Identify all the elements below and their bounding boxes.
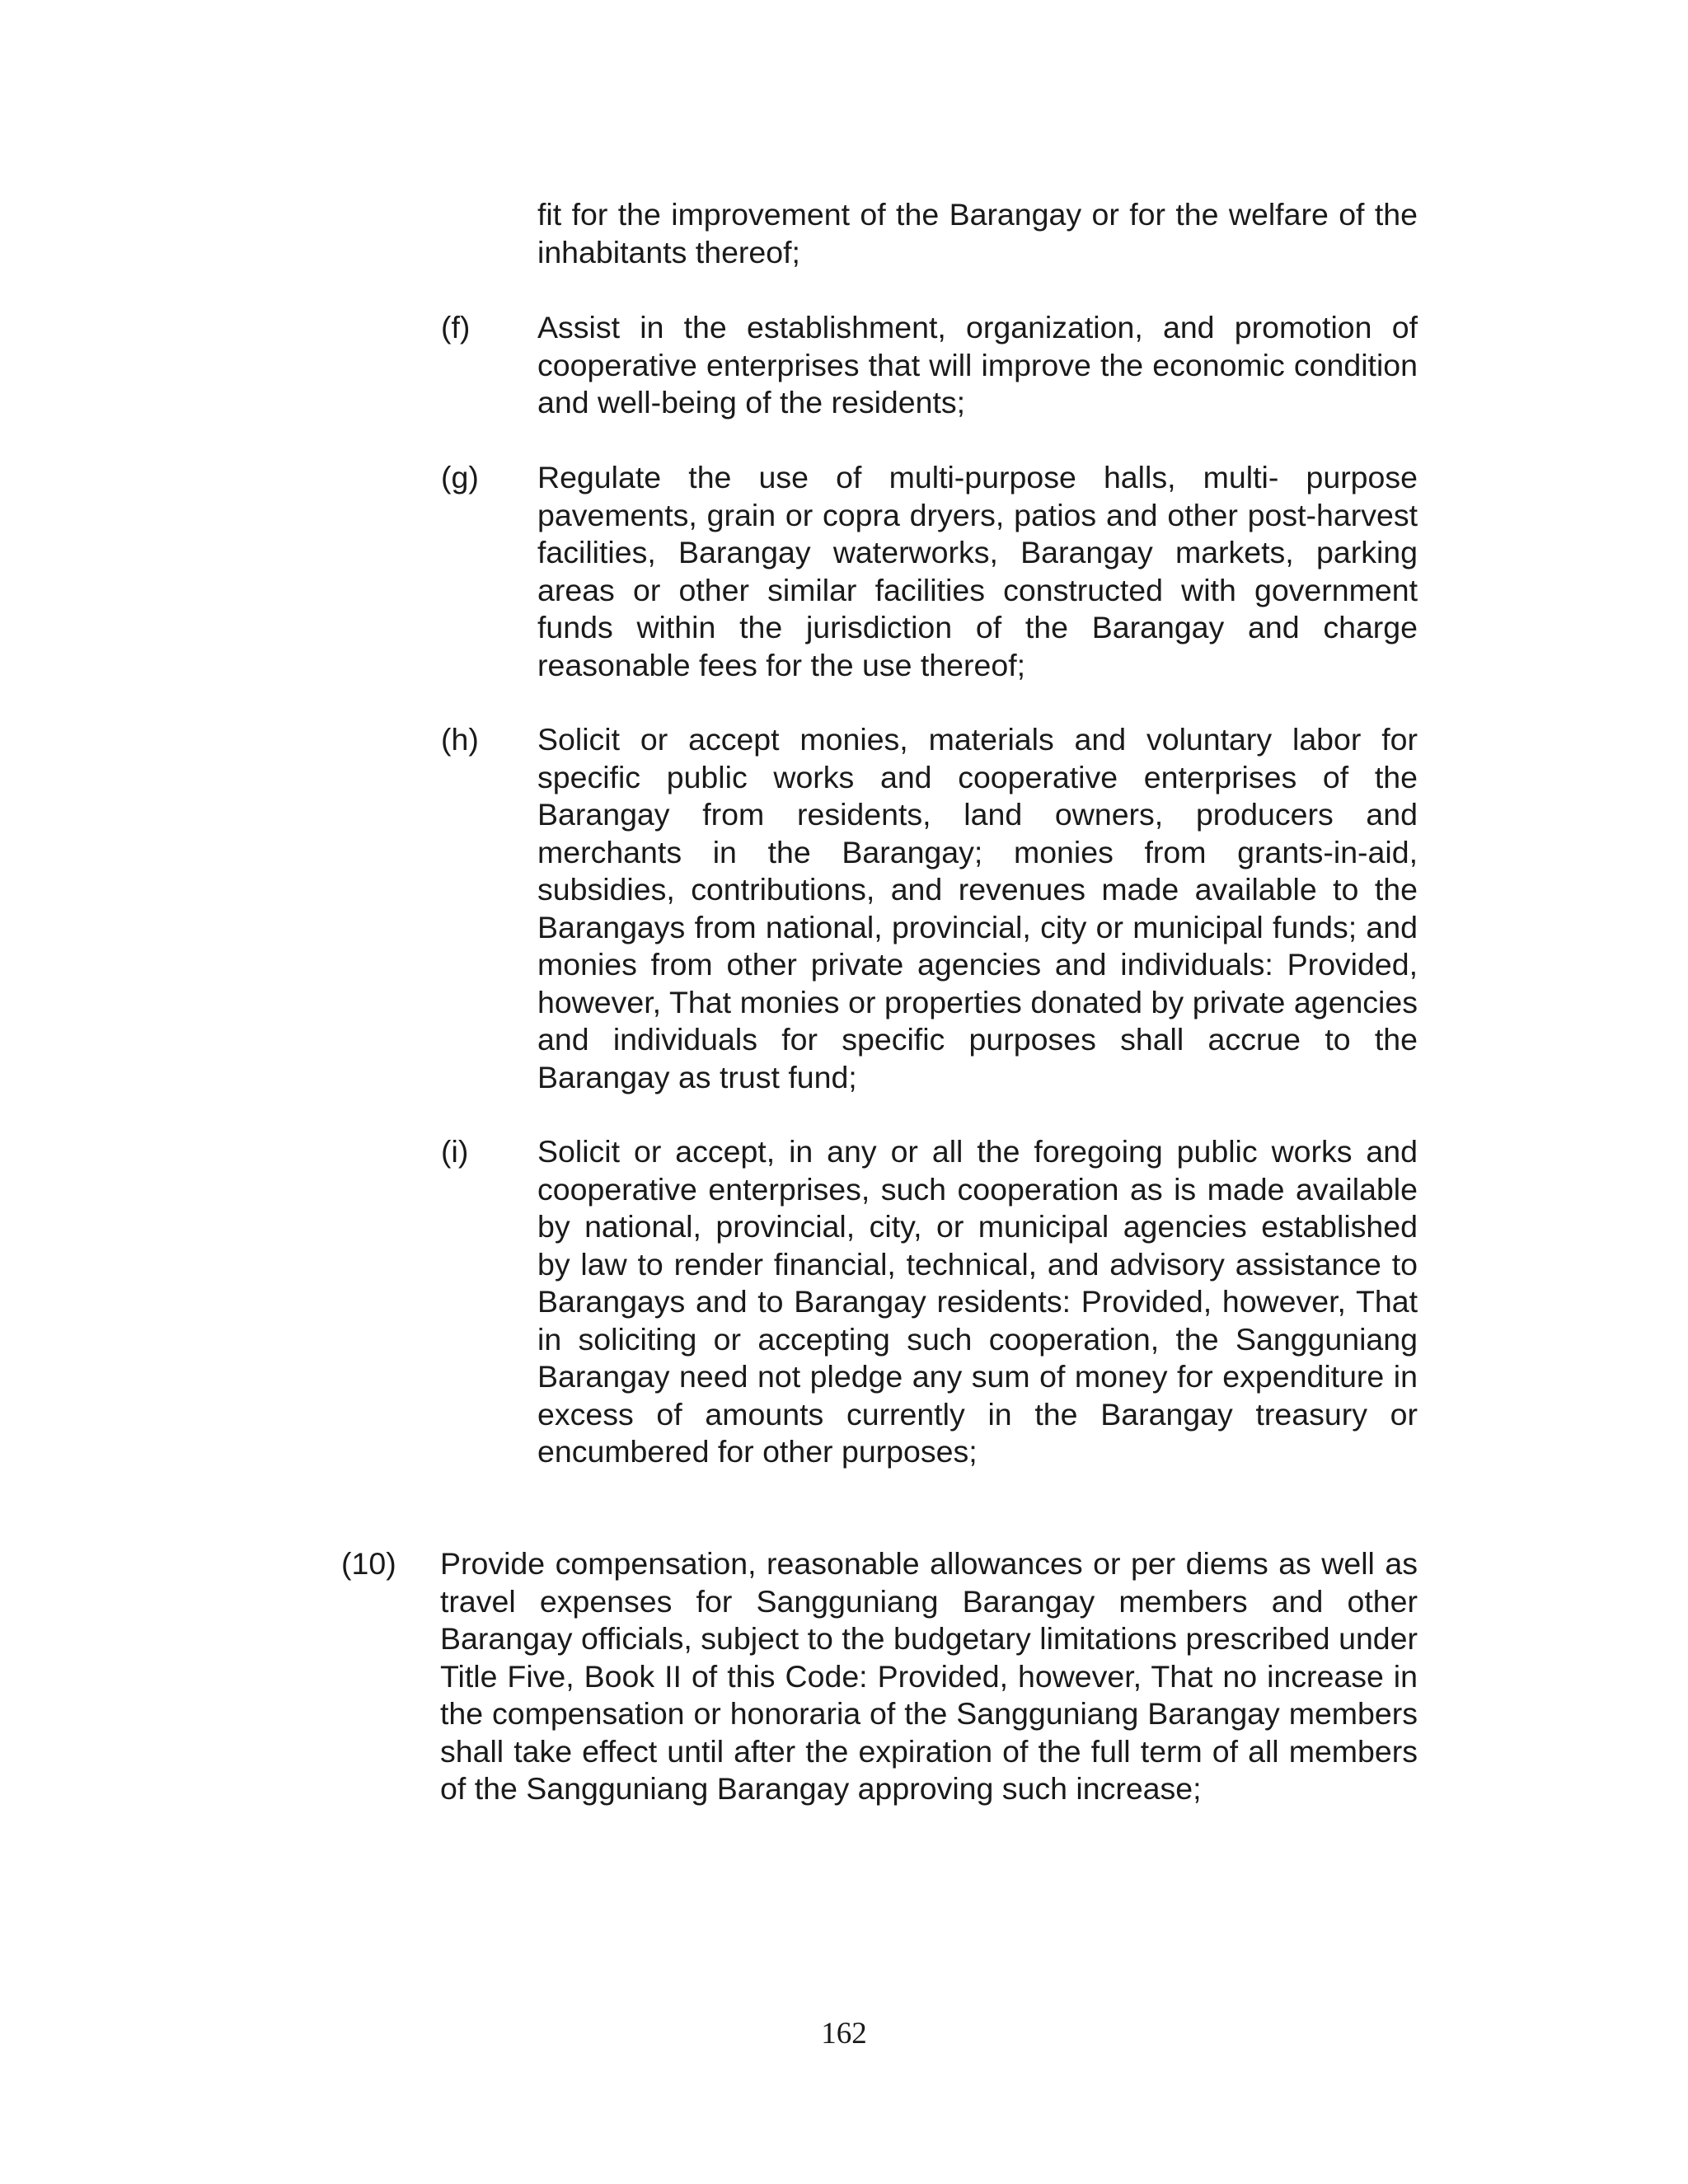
numbered-item-marker-10: (10) — [341, 1546, 396, 1581]
item-marker-i: (i) — [441, 1134, 469, 1169]
item-marker-g: (g) — [441, 460, 479, 494]
item-text-h: Solicit or accept monies, materials and voluntary labor for specific public works and cooperative enterprises of the Barangay from residents, land owners, producers and merchants in the Barangay; monies from grants-in-aid, subsidies, contributions, and revenues made available to the Barangays from national, provincial, city or municipal funds; and monies from other private agencies and individuals: Provided, however, That monies or properties donated by private agencies and individuals for specific purposes shall accrue to the Barangay as trust fund; — [537, 722, 1418, 1094]
page-number: 162 — [821, 2017, 867, 2050]
item-text-f: Assist in the establishment, organization, and promotion of cooperative enterprises that will improve the economic condition and well-being of the residents; — [537, 310, 1418, 419]
item-text-i: Solicit or accept, in any or all the foregoing public works and cooperative enterprises, such cooperation as is made available by national, provincial, city, or municipal agencies established by law to render financial, technical, and advisory assistance to Barangays and to Barangay residents: Provided, however, That in soliciting or accepting such cooperation, the Sangguniang Barangay need not pledge any sum of money for expenditure in excess of amounts currently in the Barangay treasury or encumbered for other purposes; — [537, 1134, 1418, 1469]
item-marker-f: (f) — [441, 310, 471, 344]
item-text-g: Regulate the use of multi-purpose halls, multi- purpose pavements, grain or copra dryers, patios and other post-harvest facilities, Barangay waterworks, Barangay markets, parking areas or other similar facilities constructed with government funds within the jurisdiction of the Barangay and charge reasonable fees for the use thereof; — [537, 460, 1418, 682]
continuation-paragraph: fit for the improvement of the Barangay or for the welfare of the inhabitants thereof; — [537, 197, 1418, 269]
numbered-item-text-10: Provide compensation, reasonable allowances or per diems as well as travel expenses for Sangguniang Barangay members and other Barangay officials, subject to the budgetary limitations prescribed under Title Five, Book II of this Code: Provided, however, That no increase in the compensation or honoraria of the Sangguniang Barangay members shall take effect until after the expiration of the full term of all members of the Sangguniang Barangay approving such increase; — [440, 1546, 1418, 1806]
item-marker-h: (h) — [441, 722, 479, 757]
